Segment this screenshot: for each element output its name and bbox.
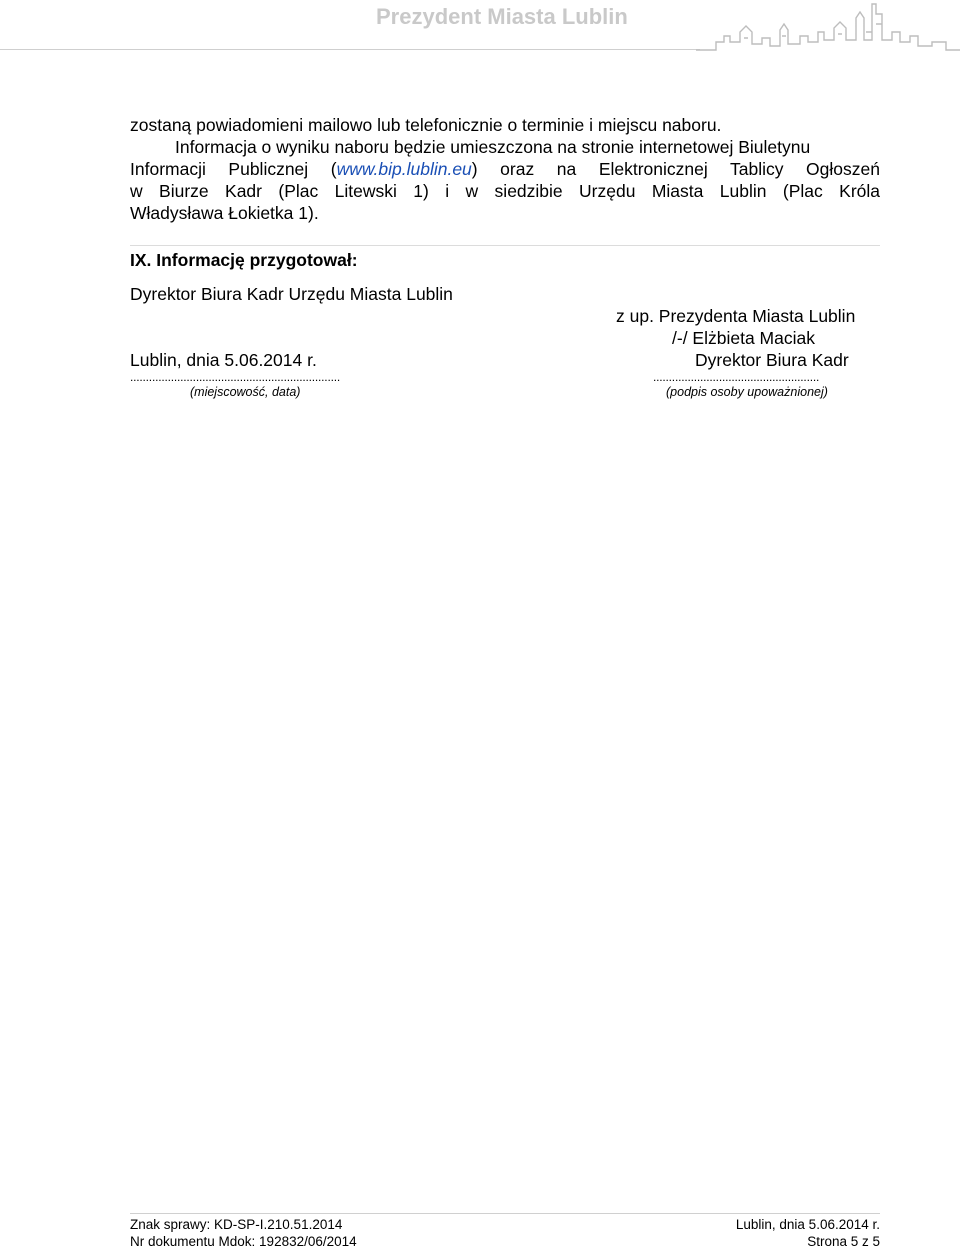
header-divider	[0, 49, 700, 50]
body-line: w Biurze Kadr (Plac Litewski 1) i w siedzibie Urzędu Miasta Lublin (Plac Króla	[130, 181, 880, 201]
signature-line-1: z up. Prezydenta Miasta Lublin	[616, 306, 856, 326]
signature-line-2: /-/ Elżbieta Maciak	[672, 328, 815, 348]
body-paragraph	[130, 114, 880, 224]
footer-divider	[130, 1213, 880, 1214]
signature-line-3: Dyrektor Biura Kadr	[695, 350, 849, 370]
place-date-dots: ...................................................................	[130, 370, 340, 384]
footer-case-number: Znak sprawy: KD-SP-I.210.51.2014	[130, 1217, 343, 1232]
page-header-title: Prezydent Miasta Lublin	[376, 4, 628, 29]
body-line: Informacja o wyniku naboru będzie umieszczona na stronie internetowej Biuletynu	[175, 137, 811, 157]
lublin-skyline-icon	[696, 2, 960, 54]
body-line: zostaną powiadomieni mailowo lub telefonicznie o terminie i miejscu naboru.	[130, 115, 722, 135]
body-text-segment: ) oraz na Elektronicznej Tablicy Ogłoszeń	[471, 159, 880, 179]
footer-page-number: Strona 5 z 5	[807, 1234, 880, 1249]
section-heading: IX. Informację przygotował:	[130, 250, 358, 270]
place-date-caption: (miejscowość, data)	[190, 385, 301, 399]
signature-caption: (podpis osoby upoważnionej)	[666, 385, 828, 399]
body-line: Władysława Łokietka 1).	[130, 203, 319, 223]
footer-document-number: Nr dokumentu Mdok: 192832/06/2014	[130, 1234, 357, 1249]
body-text-segment: Informacji Publicznej (	[130, 159, 337, 179]
place-date-value: Lublin, dnia 5.06.2014 r.	[130, 350, 317, 370]
signature-dots: .....................................................	[653, 370, 820, 384]
body-line	[130, 158, 880, 180]
footer-date: Lublin, dnia 5.06.2014 r.	[735, 1217, 880, 1232]
section-author: Dyrektor Biura Kadr Urzędu Miasta Lublin	[130, 284, 453, 304]
bip-link[interactable]: www.bip.lublin.eu	[336, 159, 472, 179]
section-divider	[130, 245, 880, 246]
